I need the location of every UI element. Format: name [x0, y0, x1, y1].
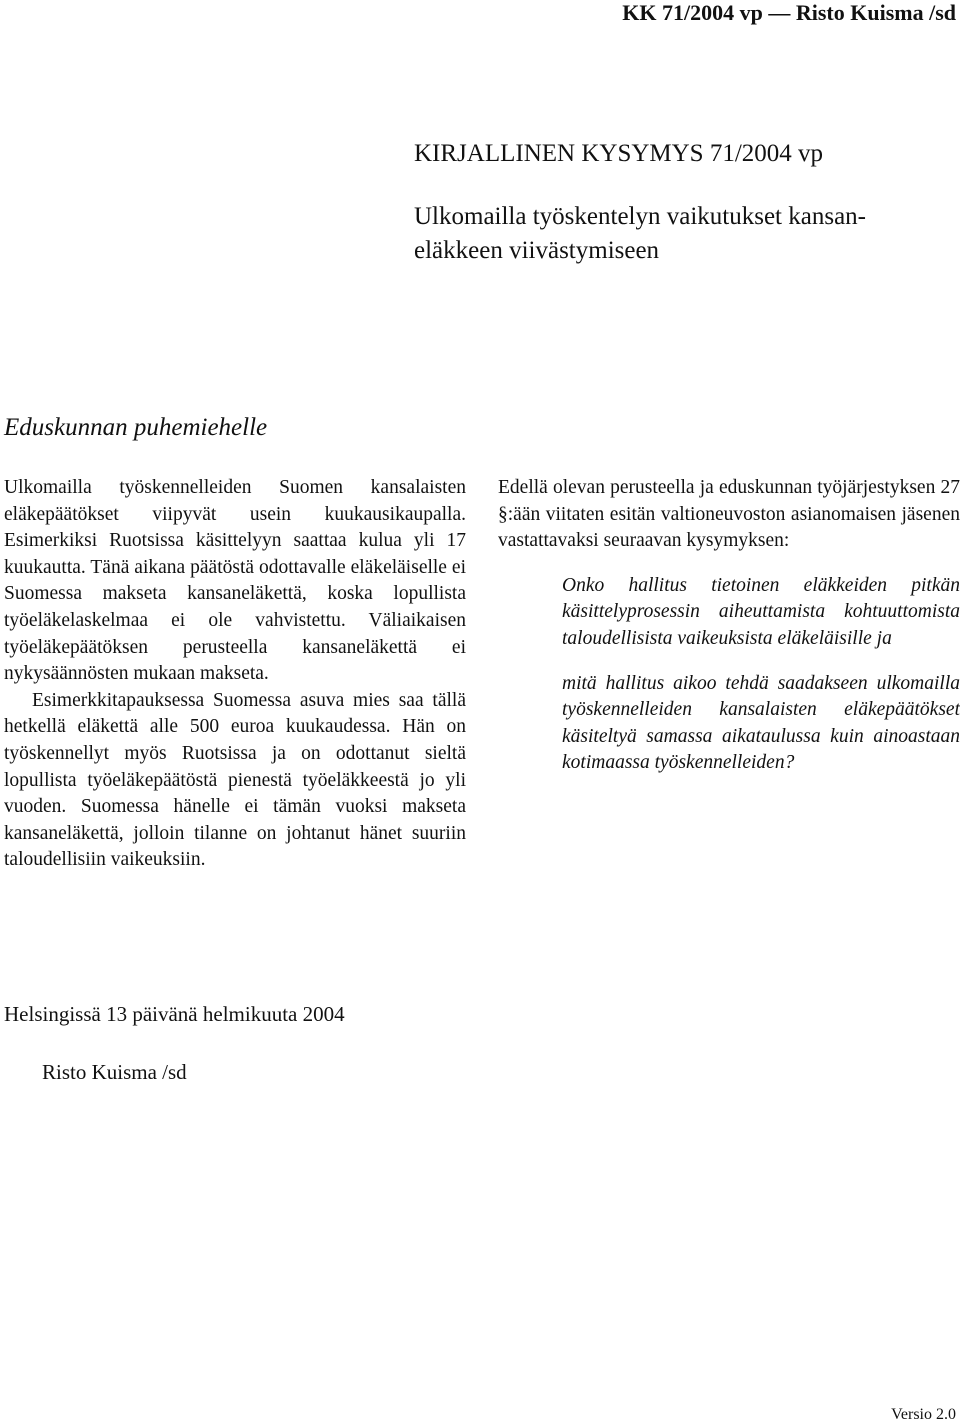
addressee: Eduskunnan puhemiehelle — [4, 414, 268, 441]
subject-line-1: Ulkomailla työskentelyn vaikutukset kansan- — [414, 203, 866, 230]
right-column — [498, 475, 960, 777]
question-block — [562, 573, 960, 777]
left-column — [4, 475, 466, 874]
signer: Risto Kuisma /sd — [42, 1060, 187, 1084]
document-title: KIRJALLINEN KYSYMYS 71/2004 vp — [414, 140, 824, 167]
subject-line-2: eläkkeen viivästymiseen — [414, 237, 660, 264]
question-1: Onko hallitus tietoinen eläkkeiden pitkän käsittelyprosessin aiheuttamista kohtuuttomista taloudellisista vaikeuksista eläkeläisille ja — [562, 574, 960, 649]
place-and-date: Helsingissä 13 päivänä helmikuuta 2004 — [4, 1002, 345, 1026]
question-2: mitä hallitus aikoo tehdä saadakseen ulkomailla työskennelleiden kansalaisten eläkepäätökset käsiteltyä samassa aikataulussa kuin ainoastaan kotimaassa työskennelleiden? — [562, 672, 960, 774]
version-label: Versio 2.0 — [891, 1406, 956, 1423]
document-subject — [414, 200, 946, 268]
body-paragraph-2: Esimerkkitapauksessa Suomessa asuva mies saa tällä hetkellä eläkettä alle 500 euroa kuukaudessa. Hän on työskennellyt myös Ruotsissa ja on odottanut sieltä lopullista työeläkepäätöstä pienestä työeläkkeestä jo yli vuoden. Suomessa hänelle ei tämän vuoksi makseta kansaneläkettä, jolloin tilanne on johtanut hänet suuriin taloudellisiin vaikeuksiin. — [4, 689, 466, 871]
body-paragraph-1: Ulkomailla työskennelleiden Suomen kansalaisten eläkepäätökset viipyvät usein kuukausikaupalla. Esimerkiksi Ruotsissa käsittelyyn saattaa kulua yli 17 kuukautta. Tänä aikana päätöstä odottavalle eläkeläiselle ei Suomessa makseta kansaneläkettä, koska lopullista työeläkelaskelmaa ei ole vahvistettu. Väliaikaisen työeläkepäätöksen perusteella kansaneläkettä ei nykysäännösten mukaan makseta. — [4, 477, 466, 685]
question-intro: Edellä olevan perusteella ja eduskunnan työjärjestyksen 27 §:ään viitaten esitän valtioneuvoston asianomaisen jäsenen vastattavaksi seuraavan kysymyksen: — [498, 477, 960, 552]
running-header: KK 71/2004 vp — Risto Kuisma /sd — [622, 0, 956, 25]
